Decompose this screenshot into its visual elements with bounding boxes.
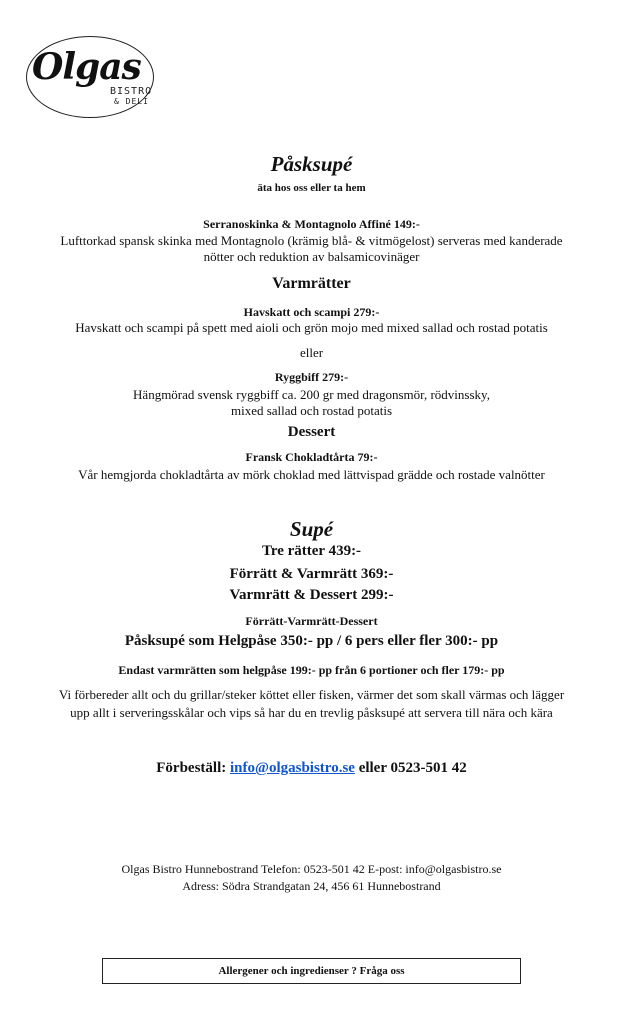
or-text: eller: [299, 345, 324, 360]
starter-name: Serranoskinka & Montagnolo Affiné 149:-: [203, 217, 420, 231]
menu-title: Påsksupé: [270, 152, 353, 176]
dessert-name: Fransk Chokladtårta 79:-: [245, 450, 378, 464]
supe-title: Supé: [289, 517, 334, 541]
order-suffix: eller 0523-501 42: [354, 760, 467, 776]
mains-only-offer: Endast varmrätten som helgpåse 199:- pp från 6 portioner och fler 179:- pp: [118, 663, 505, 677]
dessert-heading: Dessert: [287, 424, 336, 440]
main2-name: Ryggbiff 279:-: [274, 370, 349, 384]
logo-deli: & DELI: [114, 97, 149, 106]
logo-bistro: BISTRO: [110, 86, 153, 97]
starter-description-line1: Lufttorkad spansk skinka med Montagnolo (krämig blå- & vitmögelost) serveras med kanderade: [60, 233, 563, 248]
main2-description-line1: Hängmörad svensk ryggbiff ca. 200 gr med dragonsmör, rödvinssky,: [133, 387, 490, 402]
order-line: [0, 760, 623, 777]
main1-description: Havskatt och scampi på spett med aioli och grön mojo med mixed sallad och rostad potatis: [75, 320, 548, 335]
supe-option-3: Varmrätt & Dessert 299:-: [229, 587, 394, 603]
main2-description-line2: mixed sallad och rostad potatis: [230, 403, 393, 418]
helgpase-offer: Påsksupé som Helgpåse 350:- pp / 6 pers eller fler 300:- pp: [124, 633, 499, 649]
allergen-box: Allergener och ingredienser ? Fråga oss: [102, 958, 521, 984]
menu-subtitle: äta hos oss eller ta hem: [257, 182, 366, 194]
main1-name: Havskatt och scampi 279:-: [243, 305, 380, 319]
logo-name: Olgas: [32, 46, 141, 88]
logo: [26, 36, 154, 118]
order-email-link[interactable]: info@olgasbistro.se: [230, 760, 355, 776]
info-line-2: upp allt i serveringsskålar och vips så har du en trevlig påsksupé att servera till nära och kära: [70, 705, 553, 720]
supe-option-2: Förrätt & Varmrätt 369:-: [229, 566, 394, 582]
footer-address: Adress: Södra Strandgatan 24, 456 61 Hunnebostrand: [182, 879, 441, 893]
starter-description-line2: nötter och reduktion av balsamicovinäger: [203, 249, 420, 264]
order-prefix: Förbeställ:: [156, 760, 230, 776]
info-line-1: Vi förbereder allt och du grillar/steker köttet eller fisken, värmer det som skall värmas och lägger: [58, 687, 565, 702]
footer-contact: Olgas Bistro Hunnebostrand Telefon: 0523-501 42 E-post: info@olgasbistro.se: [121, 862, 502, 876]
mains-heading: Varmrätter: [272, 275, 351, 292]
combo-label: Förrätt-Varmrätt-Dessert: [245, 614, 378, 628]
supe-option-1: Tre rätter 439:-: [261, 543, 362, 559]
dessert-description: Vår hemgjorda chokladtårta av mörk choklad med lättvispad grädde och rostade valnötter: [78, 467, 545, 482]
